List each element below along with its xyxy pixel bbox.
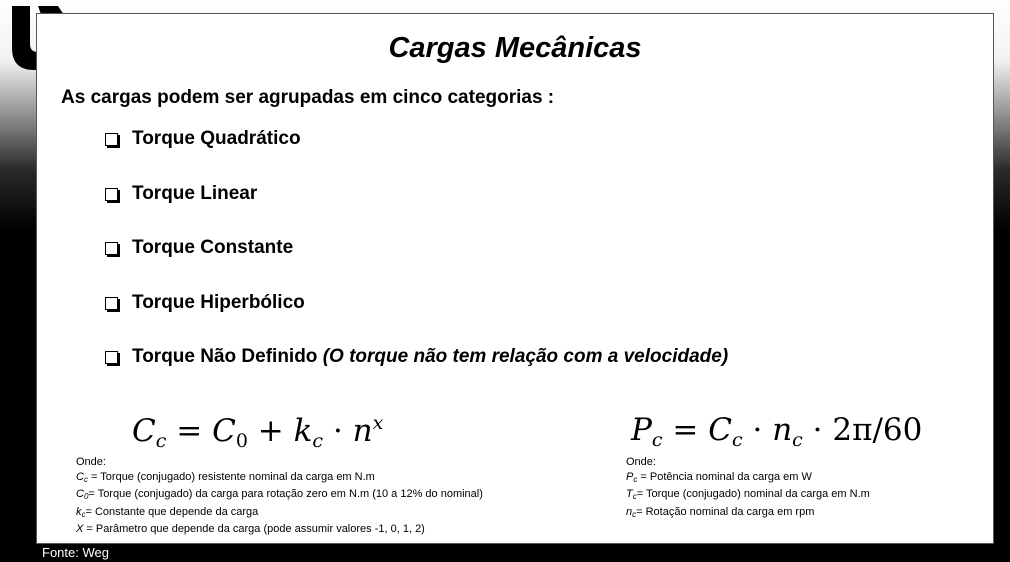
legend-row: $k_c=$ Constante que depende da carga (76, 505, 259, 519)
bullet-label: Torque Não Definido (132, 346, 318, 367)
page-title: Cargas Mecânicas (388, 32, 642, 64)
list-item (105, 128, 728, 183)
legend-row: $P_c$ = Potência nominal da carga em W (626, 471, 812, 485)
torque-legend (76, 455, 483, 537)
legend-row: $C_0=$ Torque (conjugado) da carga para rotação zero em N.m (10 a 12% do nominal) (76, 488, 483, 502)
legend-heading: Onde: (76, 456, 106, 468)
intro-text: As cargas podem ser agrupadas em cinco categorias : (61, 87, 555, 108)
legend-heading: Onde: (626, 456, 656, 468)
bullet-label: Torque Linear (132, 182, 258, 204)
checkbox-icon (105, 133, 118, 146)
load-torque-formula: $C_c = C_0 + k_c \cdot n^x$ (132, 412, 384, 452)
list-item (105, 346, 728, 401)
list-item (105, 183, 728, 238)
bullet-note: (O torque não tem relação com a velocidade) (322, 346, 729, 367)
slide (36, 13, 994, 544)
checkbox-icon (105, 351, 118, 364)
bullet-label: Torque Constante (132, 237, 294, 258)
legend-row: $T_c=$ Torque (conjugado) nominal da carga em N.m (626, 488, 870, 502)
list-item (105, 292, 728, 347)
checkbox-icon (105, 297, 118, 310)
list-item (105, 237, 728, 292)
legend-row: X = Parâmetro que depende da carga (pode assumir valores -1, 0, 1, 2) (76, 522, 425, 535)
checkbox-icon (105, 242, 118, 255)
legend-row: $n_c=$ Rotação nominal da carga em rpm (626, 505, 815, 519)
bullet-label: Torque Hiperbólico (132, 291, 305, 313)
category-list (105, 128, 728, 401)
load-power-formula: $P_c = C_c \cdot n_c \cdot 2\pi/60$ (631, 412, 923, 451)
bullet-label: Torque Quadrático (132, 128, 301, 149)
power-legend (626, 455, 870, 522)
source-caption: Fonte: Weg (42, 545, 109, 560)
legend-row: $C_c$ = Torque (conjugado) resistente nominal da carga em N.m (76, 471, 375, 485)
checkbox-icon (105, 188, 118, 201)
